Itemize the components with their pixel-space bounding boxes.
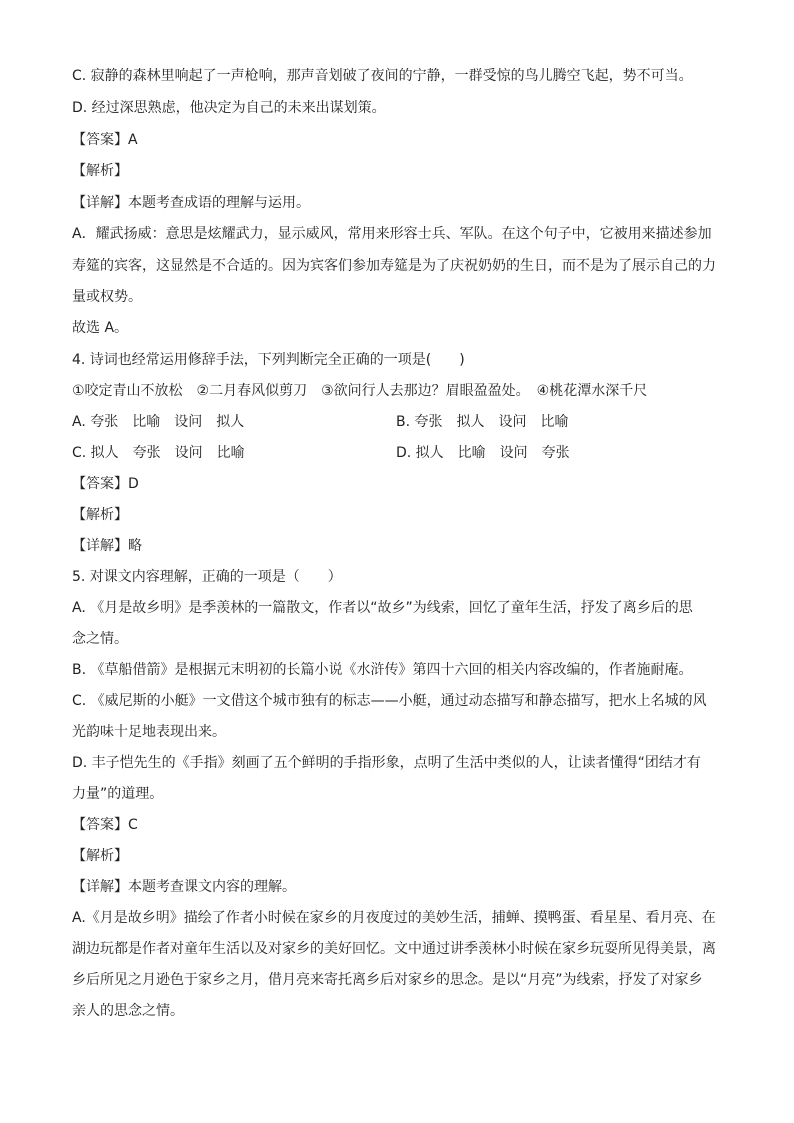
explanation-line: 乡后所见之月逊色于家乡之月，借月亮来寄托离乡后对家乡的思念。是以“月亮”为线索，抒发了对家乡 (72, 972, 703, 988)
option-d-line: D. 经过深思熟虑，他决定为自己的未来出谋划策。 (72, 100, 386, 116)
option-b: B. 夸张 拟人 设问 比喻 (396, 414, 569, 430)
conclusion-line: 故选 A。 (72, 320, 129, 336)
option-d: D. 拟人 比喻 设问 夸张 (396, 445, 570, 461)
question-5-option-a: A. 《月是故乡明》是季羡林的一篇散文，作者以“故乡”为线索，回忆了童年生活，抒发了离乡后的思 (72, 600, 693, 616)
option-a: A. 夸张 比喻 设问 拟人 (72, 414, 245, 430)
question-5-option-d: D. 丰子恺先生的《手指》刻画了五个鲜明的手指形象，点明了生活中类似的人，让读者懂得“团结才有 (72, 755, 701, 771)
explanation-line: A.《月是故乡明》描绘了作者小时候在家乡的月夜度过的美妙生活，捕蝉、摸鸭蛋、看星星、看月亮、在 (72, 910, 716, 926)
question-4: 4. 诗词也经常运用修辞手法，下列判断完全正确的一项是( ) (72, 352, 465, 368)
explanation-line: 量或权势。 (72, 289, 142, 305)
explanation-line: 湖边玩都是作者对童年生活以及对家乡的美好回忆。文中通过讲季羡林小时候在家乡玩耍所见得美景，离 (72, 941, 716, 957)
detail-line: 【详解】本题考查成语的理解与运用。 (72, 195, 310, 211)
question-5-option-a-cont: 念之情。 (72, 631, 128, 647)
answer-label: 【答案】D (72, 476, 139, 492)
explanation-line: 亲人的思念之情。 (72, 1003, 184, 1019)
explanation-line: A．耀武扬威：意思是炫耀武力，显示威风，常用来形容士兵、军队。在这个句子中，它被用来描述参加 (72, 226, 712, 242)
explanation-line: 寿筵的宾客，这显然是不合适的。因为宾客们参加寿筵是为了庆祝奶奶的生日，而不是为了展示自己的力 (72, 258, 716, 274)
analysis-label: 【解析】 (72, 848, 128, 864)
question-5-option-d-cont: 力量”的道理。 (72, 786, 164, 802)
question-4-options-row (72, 443, 720, 463)
detail-line: 【详解】本题考查课文内容的理解。 (72, 879, 296, 895)
analysis-label: 【解析】 (72, 163, 128, 179)
answer-label: 【答案】C (72, 817, 138, 833)
question-4-poems: ①咬定青山不放松 ②二月春风似剪刀 ③欲问行人去那边？眉眼盈盈处。 ④桃花潭水深千尺 (72, 383, 648, 399)
question-5-option-b: B. 《草船借箭》是根据元末明初的长篇小说《水浒传》第四十六回的相关内容改编的，作者施耐庵。 (72, 662, 693, 678)
question-5-option-c: C. 《威尼斯的小艇》一文借这个城市独有的标志——小艇，通过动态描写和静态描写，把水上名城的风 (72, 693, 707, 709)
option-c-line: C. 寂静的森林里响起了一声枪响，那声音划破了夜间的宁静，一群受惊的鸟儿腾空飞起，势不可当。 (72, 68, 693, 84)
question-5-option-c-cont: 光韵味十足地表现出来。 (72, 724, 226, 740)
analysis-label: 【解析】 (72, 507, 128, 523)
answer-label: 【答案】A (72, 132, 138, 148)
question-4-options-row (72, 412, 720, 432)
detail-line: 【详解】略 (72, 538, 142, 554)
question-5: 5. 对课文内容理解，正确的一项是（ ） (72, 569, 342, 585)
option-c: C. 拟人 夸张 设问 比喻 (72, 445, 245, 461)
